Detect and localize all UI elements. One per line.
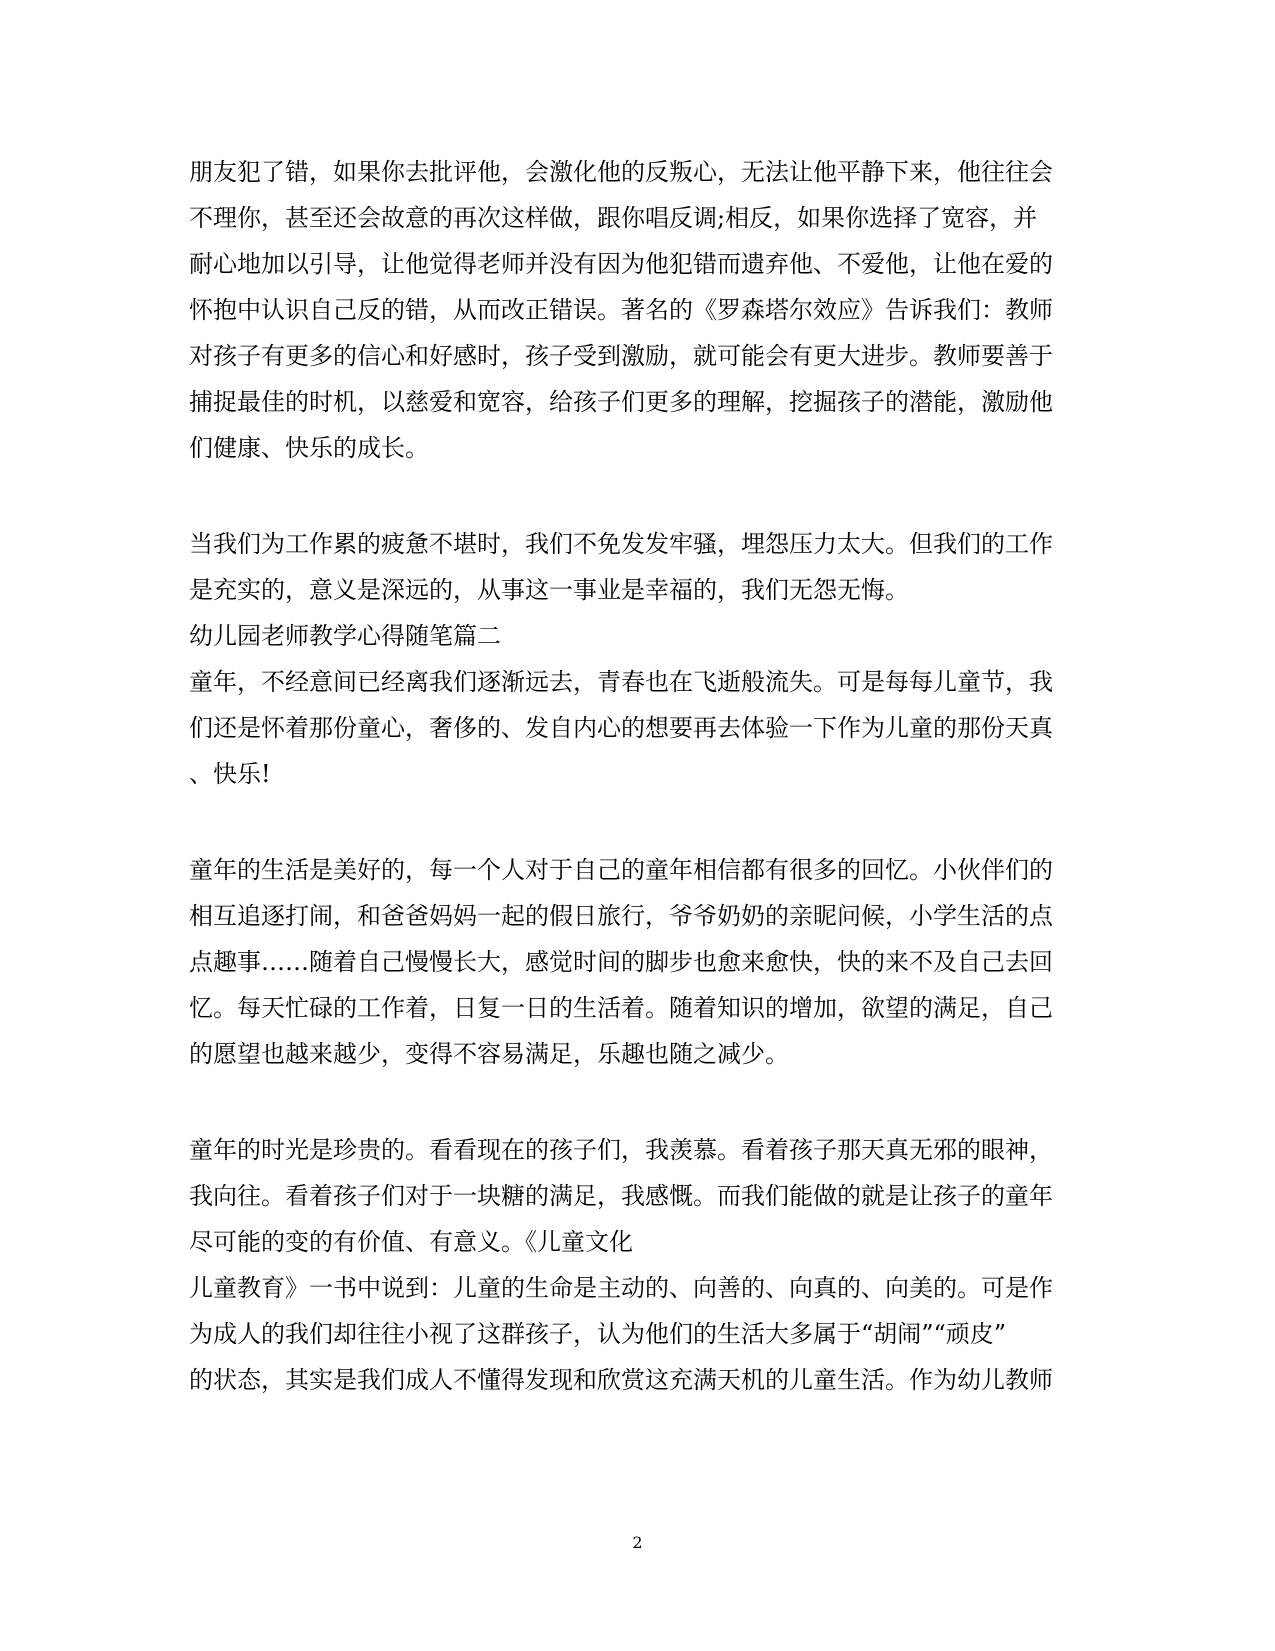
- text-line: 童年，不经意间已经离我们逐渐远去，青春也在飞逝般流失。可是每每儿童节，我: [189, 668, 1053, 696]
- text-line: 相互追逐打闹，和爸爸妈妈一起的假日旅行，爷爷奶奶的亲昵问候，小学生活的点: [189, 902, 1053, 930]
- text-line: 的愿望也越来越少，变得不容易满足，乐趣也随之减少。: [189, 1040, 789, 1068]
- page-number: 2: [632, 1533, 643, 1552]
- text-line: 是充实的，意义是深远的，从事这一事业是幸福的，我们无怨无悔。: [189, 576, 909, 604]
- text-line: 朋友犯了错，如果你去批评他，会激化他的反叛心，无法让他平静下来，他往往会: [189, 158, 1053, 186]
- text-line: 儿童教育》一书中说到：儿童的生命是主动的、向善的、向真的、向美的。可是作: [189, 1274, 1053, 1302]
- section-heading: 幼儿园老师教学心得随笔篇二: [189, 622, 501, 650]
- text-line: 怀抱中认识自己反的错，从而改正错误。著名的《罗森塔尔效应》告诉我们：教师: [189, 296, 1053, 324]
- text-line: 捕捉最佳的时机，以慈爱和宽容，给孩子们更多的理解，挖掘孩子的潜能，激励他: [189, 388, 1053, 416]
- text-line: 童年的生活是美好的，每一个人对于自己的童年相信都有很多的回忆。小伙伴们的: [189, 856, 1053, 884]
- text-line: 为成人的我们却往往小视了这群孩子，认为他们的生活大多属于“胡闹”“顽皮”: [189, 1320, 1007, 1348]
- text-line: 我向往。看着孩子们对于一块糖的满足，我感慨。而我们能做的就是让孩子的童年: [189, 1182, 1053, 1210]
- text-line: 点趣事……随着自己慢慢长大，感觉时间的脚步也愈来愈快，快的来不及自己去回: [189, 948, 1053, 976]
- text-line: 忆。每天忙碌的工作着，日复一日的生活着。随着知识的增加，欲望的满足，自己: [189, 994, 1053, 1022]
- text-line: 们健康、快乐的成长。: [189, 434, 429, 462]
- text-line: 尽可能的变的有价值、有意义。《儿童文化: [189, 1228, 633, 1256]
- text-line: 、快乐!: [189, 760, 271, 788]
- text-line: 的状态，其实是我们成人不懂得发现和欣赏这充满天机的儿童生活。作为幼儿教师: [189, 1366, 1053, 1394]
- text-line: 童年的时光是珍贵的。看看现在的孩子们，我羡慕。看着孩子那天真无邪的眼神，: [189, 1136, 1053, 1164]
- text-line: 耐心地加以引导，让他觉得老师并没有因为他犯错而遗弃他、不爱他，让他在爱的: [189, 250, 1053, 278]
- text-line: 们还是怀着那份童心，奢侈的、发自内心的想要再去体验一下作为儿童的那份天真: [189, 714, 1053, 742]
- text-line: 不理你，甚至还会故意的再次这样做，跟你唱反调;相反，如果你选择了宽容，并: [189, 204, 1038, 232]
- text-line: 当我们为工作累的疲惫不堪时，我们不免发发牢骚，埋怨压力太大。但我们的工作: [189, 530, 1053, 558]
- text-line: 对孩子有更多的信心和好感时，孩子受到激励，就可能会有更大进步。教师要善于: [189, 342, 1053, 370]
